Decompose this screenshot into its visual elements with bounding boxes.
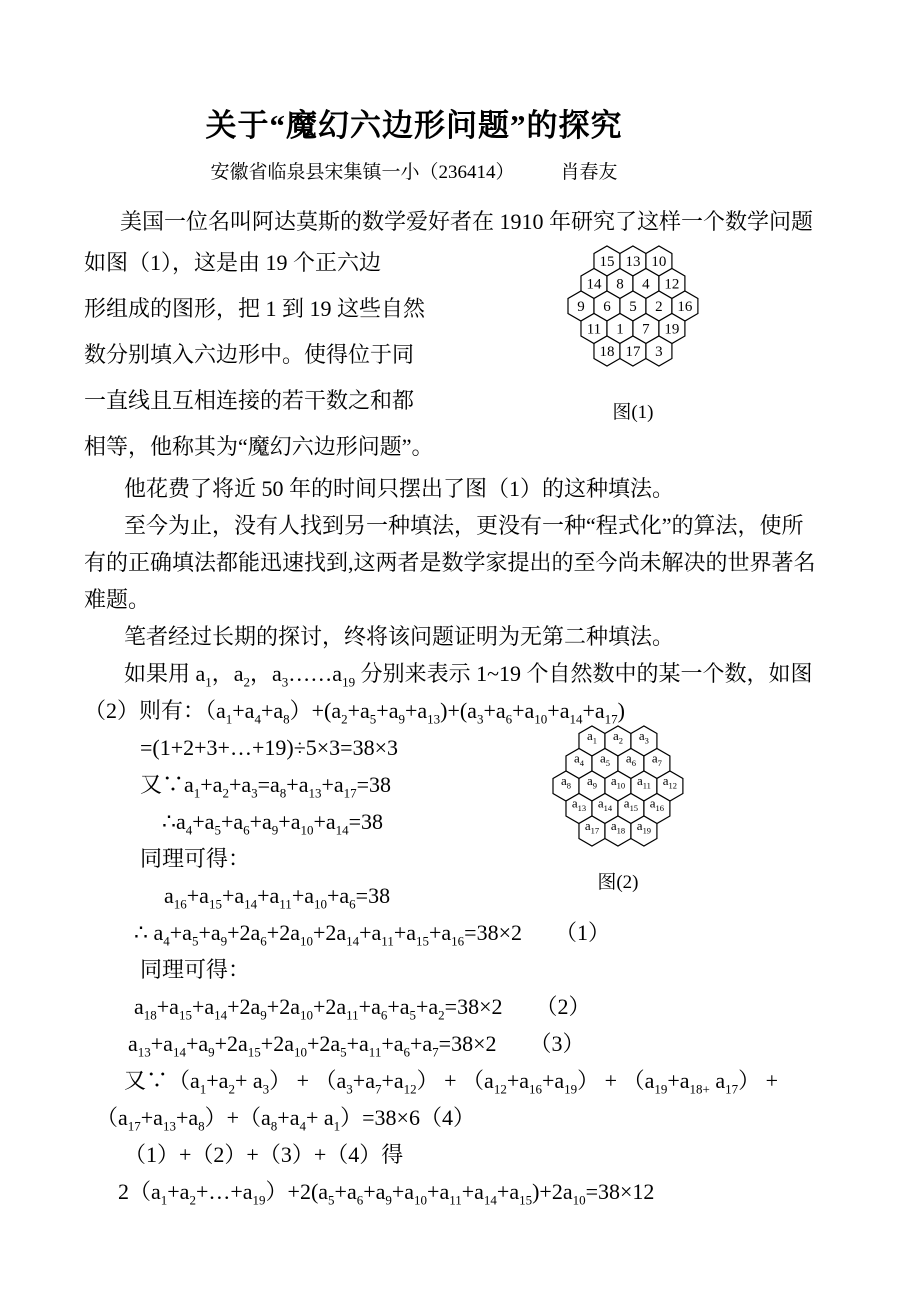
hexagon-cell-label: $a_4$ (573, 750, 584, 769)
text-line: 他花费了将近 50 年的时间只摆出了图（1）的这种填法。 (124, 476, 675, 501)
hexagon-cell-label: $a_1$ (586, 728, 597, 746)
text-line: 笔者经过长期的探讨，终将该问题证明为无第二种填法。 (124, 624, 675, 649)
hexagon-cell-label: $a_{13}$ (571, 795, 587, 813)
text-line: 一直线且互相连接的若干数之和都 (84, 388, 415, 413)
byline (84, 156, 744, 190)
hexagon-cell-label: $a_{17}$ (584, 817, 600, 836)
hexagon-cell-label: $a_{11}$ (636, 773, 651, 791)
hexagon-cell-label: 14 (586, 276, 602, 293)
text-line: 又$\because a_1+a_2+a_3=a_8+a_{13}+a_{17}=38$ (140, 772, 392, 801)
hexagon-cell-label: 15 (599, 254, 615, 271)
hexagon-cell-label: 5 (629, 298, 637, 315)
hexagon-cell-label: $a_{16}$ (649, 795, 665, 813)
text-line: （1）+（2）+（3）+（4）得 (124, 1142, 404, 1167)
hexagon-cell-label: $a_{15}$ (623, 795, 639, 813)
hexagon-cell-label: $a_3$ (638, 728, 649, 746)
author-name: 肖春友 (560, 162, 618, 183)
text-line: 如果用 $a_1$，$a_2$，$a_3\dots\dots a_{19}$ 分别来表示 1~19 个自然数中的某一个数，如图 (124, 661, 813, 690)
hexagon-cell-label: 8 (616, 276, 624, 293)
hexagon-cell-label: 19 (664, 321, 680, 338)
text-line: 有的正确填法都能迅速找到,这两者是数学家提出的至今尚未解决的世界著名 (84, 550, 816, 575)
hexagon-cell-label: $a_{19}$ (636, 817, 652, 836)
text-line: 如图（1），这是由 19 个正六边 (84, 250, 382, 275)
text-line: 难题。 (84, 587, 151, 612)
hexagon-cell-label: $a_5$ (599, 750, 610, 769)
text-line: =(1+2+3+…+19)÷5×3=38×3 (140, 735, 398, 760)
text-line: 数分别填入六边形中。使得位于同 (84, 342, 415, 367)
text-line: $a_{16}+a_{15}+a_{14}+a_{11}+a_{10}+a_6=38$ (164, 883, 391, 912)
hexagon-cell-label: 12 (664, 276, 680, 293)
text-line: ∴ $a_4+a_5+a_9+2a_6+2a_{10}+2a_{14}+a_{11}+a_{15}+a_{16}=38\times 2$ （1） (134, 920, 610, 949)
hexagon-cell-label: $a_7$ (651, 750, 662, 769)
hexagon-cell-label: 16 (677, 298, 693, 315)
hexagon-grid-figure-1 (566, 244, 700, 368)
hexagon-cell-label: 13 (625, 254, 641, 271)
text-line: 同理可得： (140, 846, 251, 871)
hexagon-cell-label: 10 (651, 254, 667, 271)
hexagon-cell-label: 7 (642, 321, 650, 338)
text-line: 又$\because(a_1+a_2+ a_3) + (a_3+a_7+a_{12}) + (a_{12}+a_{16}+a_{19}) + (a_{19}+a_{18+}$ $a_{17}$） + (124, 1068, 779, 1097)
text-line: $\therefore a_4+a_5+a_6+a_9+a_{10}+a_{14}=38$ (162, 809, 384, 838)
hexagon-cell-label: 6 (603, 298, 611, 315)
text-line: $2(a_1+a_2+\dots+a_{19})+2(a_5+a_6+a_9+a_{10}+a_{11}+a_{14}+a_{15})+2a_{10}=38\times 12$ (118, 1179, 655, 1208)
hexagon-cell-label: 18 (599, 343, 615, 360)
figure-1 (566, 244, 700, 423)
page-title: 关于“魔幻六边形问题”的探究 (205, 108, 623, 143)
hexagon-cell-label: 11 (586, 321, 602, 338)
hexagon-cell-label: $a_{12}$ (662, 773, 678, 791)
text-line: $a_{18}+a_{15}+a_{14}+2a_9+2a_{10}+2a_{11}+a_6+a_5+a_2=38\times 2$ （2） (134, 994, 591, 1023)
document-body (84, 203, 836, 1210)
hexagon-cell-label: 4 (642, 276, 650, 293)
hexagon-cell-label: $a_{10}$ (610, 773, 626, 791)
text-line: $a_{13}+a_{14}+a_9+2a_{15}+2a_{10}+2a_5+a_{11}+a_6+a_7=38\times 2$ （3） (128, 1031, 585, 1060)
text-line: 至今为止，没有人找到另一种填法，更没有一种“程式化”的算法，使所 (124, 513, 804, 538)
hexagon-cell-label: 3 (655, 343, 663, 360)
hexagon-cell-label: 1 (616, 321, 624, 338)
hexagon-cell-label: $a_9$ (586, 773, 597, 791)
hexagon-cell-label: $a_8$ (560, 773, 571, 791)
figure-1-caption: 图(1) (612, 402, 654, 423)
hexagon-cell-label: $a_{18}$ (610, 817, 626, 836)
hexagon-cell-label: 9 (577, 298, 585, 315)
text-line: 形组成的图形，把 1 到 19 这些自然 (84, 296, 426, 321)
hexagon-cell-label: 17 (625, 343, 641, 360)
text-line: 同理可得： (140, 957, 251, 982)
text-line: （2）则有：$(a_1+a_4+a_8)+(a_2+a_5+a_9+a_{13})+(a_3+a_6+a_{10}+a_{14}+a_{17})$ (84, 698, 625, 727)
figure-2 (551, 724, 685, 893)
text-line: 美国一位名叫阿达莫斯的数学爱好者在 1910 年研究了这样一个数学问题 (120, 209, 814, 234)
text-line: $(a_{17}+a_{13}+a_8)+(a_8+a_4+ a_1)=38\times 6(4)$ (96, 1105, 475, 1134)
affiliation: 安徽省临泉县宋集镇一小（236414） (210, 162, 515, 183)
hexagon-cell-label: $a_2$ (612, 728, 623, 746)
text-line: 相等，他称其为“魔幻六边形问题”。 (84, 434, 434, 459)
document-header (84, 0, 744, 190)
hexagon-cell-label: 2 (655, 298, 663, 315)
figure-2-caption: 图(2) (597, 872, 639, 893)
hexagon-cell-label: $a_{14}$ (597, 795, 613, 813)
hexagon-cell-label: $a_6$ (625, 750, 636, 769)
hexagon-grid-figure-2 (551, 724, 685, 848)
